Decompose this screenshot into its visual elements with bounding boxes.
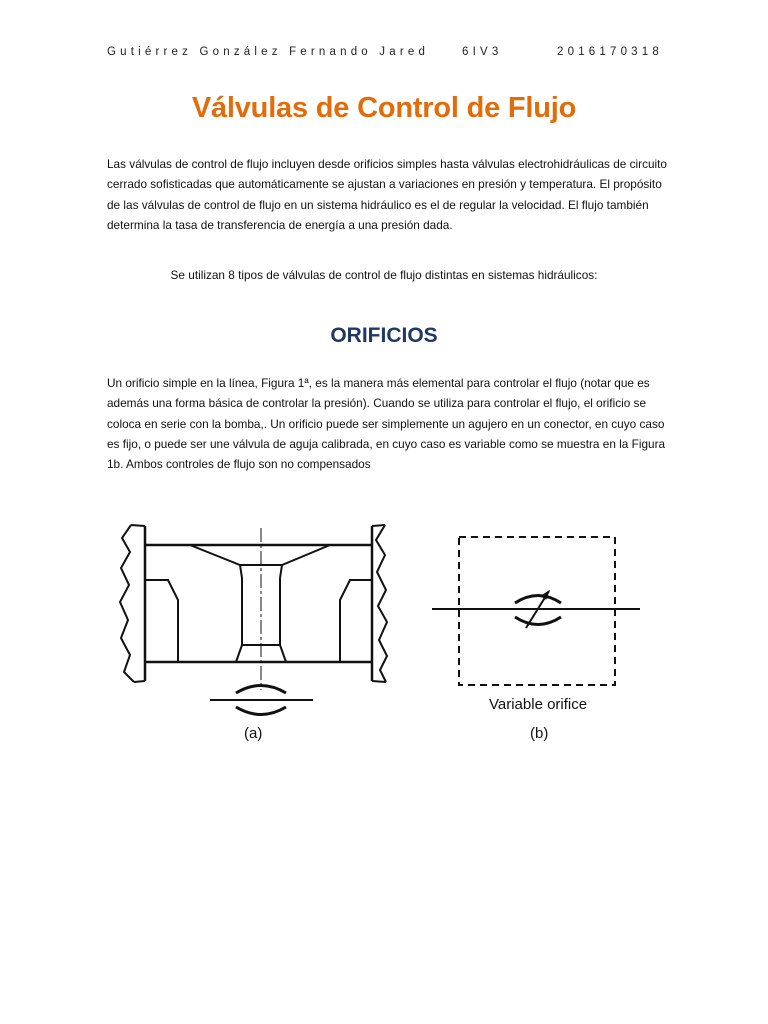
variable-orifice-caption: Variable orifice	[489, 696, 588, 713]
types-line: Se utilizan 8 tipos de válvulas de control de flujo distintas en sistemas hidráulicos:	[170, 268, 598, 282]
section-heading: ORIFICIOS	[330, 324, 438, 347]
student-id: 2016170318	[557, 46, 663, 58]
intro-paragraph: Las válvulas de control de flujo incluyen desde orificios simples hasta válvulas electrohidráulicas de circuito cerrado sofisticadas que automáticamente se ajustan a variaciones en presión y temperatura. El propósito de las válvulas de control de flujo en un sistema hidráulico es el de regular la velocidad. El flujo también determina la tasa de transferencia de energía a una presión dada.	[107, 157, 667, 232]
group-code: 6IV3	[462, 46, 503, 58]
fixed-orifice-diagram	[120, 525, 387, 715]
page-title: Válvulas de Control de Flujo	[191, 92, 577, 124]
variable-orifice-diagram	[432, 537, 640, 685]
label-b: (b)	[530, 725, 549, 742]
author-name: Gutiérrez González Fernando Jared	[107, 46, 430, 58]
section-paragraph: Un orificio simple en la línea, Figura 1ª, es la manera más elemental para controlar el flujo (notar que es además una forma básica de controlar la presión). Cuando se utiliza para controlar el flujo, el orificio se coloca en serie con la bomba,. Un orificio puede ser simplemente un agujero en un conector, en cuyo caso es fijo, o puede ser une válvula de aguja calibrada, en cuyo caso es variable como se muestra en la Figura 1b. Ambos controles de flujo son no compensados	[107, 376, 666, 472]
label-a: (a)	[244, 725, 263, 742]
